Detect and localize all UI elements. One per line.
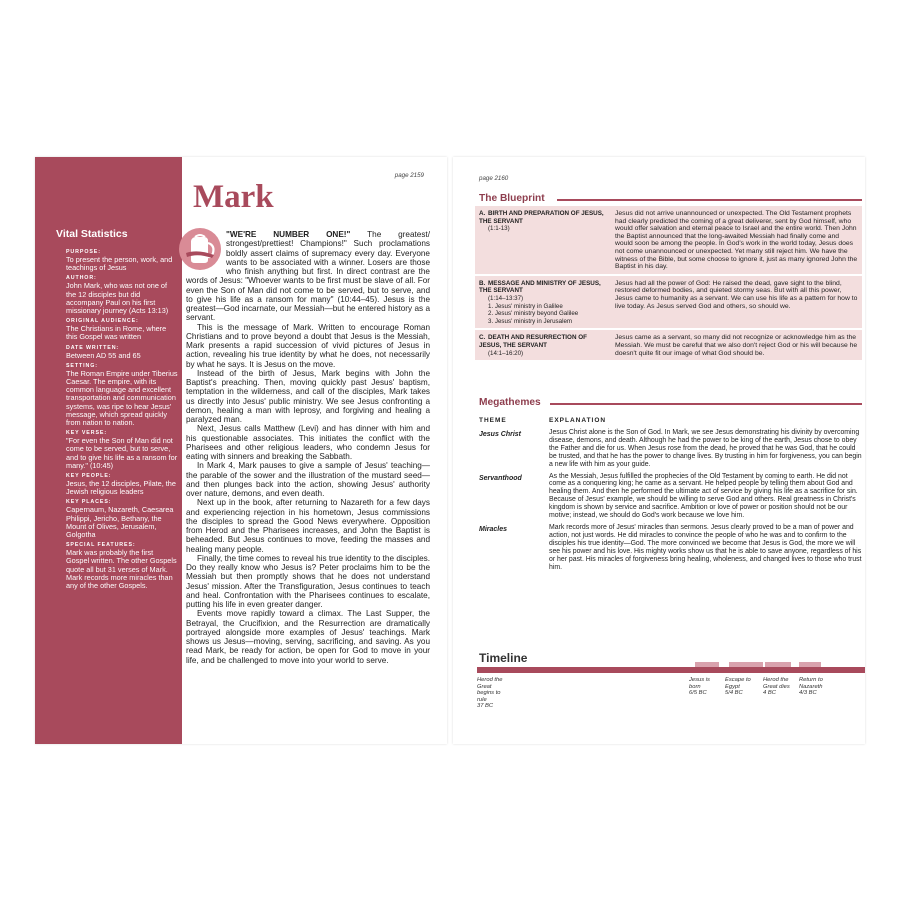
timeline-event [477,677,507,710]
megatheme-theme: Jesus Christ [479,431,522,438]
blueprint-heading-text: BIRTH AND PREPARATION OF JESUS, THE SERVANT [479,210,604,225]
blueprint-heading [479,280,607,295]
blueprint-letter: B. [479,279,486,287]
timeline-event-date: 6/5 BC [689,690,707,697]
megatheme-row [479,524,862,571]
blueprint-row [475,206,862,275]
blueprint-row [475,275,862,330]
blueprint-text: Jesus did not arrive unannounced or unexpected. The Old Testament prophets had clearly predicted the coming of a great deliverer, sent by God himself, who would offer salvation and eternal peace to Israel and the entire world. Then John the Baptist announced that the long-awaited Messiah had finally come and would soon be among the people. In God's work in the world today, Jesus does not come unannounced or unexpected. Yet many still reject him. We have the witness of the Bible, but some choose to ignore it, just as many ignored John the Baptist in his day. [615,210,858,271]
blueprint-text: Jesus came as a servant, so many did not recognize or acknowledge him as the Messiah. We must be careful that we also don't reject God or his will because he doesn't quite fit our image of what God should be. [611,329,862,360]
vital-stat-value: Mark was probably the first Gospel written. The other Gospels quote all but 31 verses of Mark. Mark records more miracles than any of the other Gospels. [66,548,177,591]
blueprint-heading-text: DEATH AND RESURRECTION OF JESUS, THE SERVANT [479,334,588,349]
megatheme-explanation: As the Messiah, Jesus fulfilled the prophecies of the Old Testament by coming to earth. He did not come as a conquering king; he came as a servant. He helped people by telling them about God and healing them. And then he performed the ultimate act of service by giving his life as a sacrifice for sin. Because of Jesus' example, we should be willing to serve God and others. Real greatness in Christ's kingdom is shown by service and sacrifice. Ambition or love of power or position should not be our motive; instead, we should do God's work because we love him. [549,472,858,520]
megatheme-theme: Miracles [479,525,508,533]
vital-stat-value: "For even the Son of Man did not come to be served, but to serve, and to give his life as a ransom for many." (10:45) [66,436,178,470]
blueprint-reference: (1:14–13:37) [488,294,524,302]
vital-statistics-list [66,246,178,590]
blueprint-subitem: 3. Jesus' ministry in Jerusalem [488,317,573,325]
vital-stat-value: Capernaum, Nazareth, Caesarea Philippi, Jericho, Bethany, the Mount of Olives, Jerusalem, Golgotha [66,505,174,540]
blueprint-reference: (1:1-13) [488,225,510,233]
timeline-event-date: 4/3 BC [799,690,817,697]
timeline-event-label: Jesus is born [689,677,710,690]
vital-stat-value: The Roman Empire under Tiberius Caesar. The empire, with its common language and excellent transportation and communication systems, was ripe to hear Jesus' message, which spread quickly from nation to nation. [66,368,178,428]
blueprint-section [475,206,611,275]
blueprint-letter: A. [479,210,486,217]
vital-stat-label: PURPOSE: [66,249,101,255]
timeline-event-date: 4 BC [763,690,776,697]
blueprint-rule [557,199,862,201]
megatheme-explanation: Jesus Christ alone is the Son of God. In Mark, we see Jesus demonstrating his divinity by overcoming disease, demons, and death. Although he had the power to be king of the earth, Jesus chose to obey the Father and die for us. When Jesus rose from the dead, he proved that he was God, that he could be trusted, and that he has the power to change lives. By trusting in him for forgiveness, you can begin a new life with him as your guide. [549,429,862,468]
blueprint-subitem: 1. Jesus' ministry in Galilee [488,302,563,310]
blueprint-letter: C. [479,334,486,342]
jar-icon [178,227,222,271]
intro-paragraph [186,230,430,323]
sidebar-title: Vital Statistics [56,228,128,240]
timeline-event-label: Herod the Great begins to rule [477,677,503,703]
timeline-event-label: Escape to Egypt [725,677,751,690]
vital-stat-value: Jesus, the 12 disciples, Pilate, the Jewish religious leaders [66,479,176,497]
timeline-bar [477,667,865,673]
intro-first-paragraph: The greatest/ strongest/prettiest! Champions!" Such proclamations boldly assert claims of supremacy every day. Everyone wants to be associated with a winner. Losers are those who finish anything but first. In direct contrast are the words of Jesus: "Whoever wants to be first must be slave of all. For even the Son of Man did not come to be served, but to serve, and to give his life as a ransom for many" (10:44–45). Jesus is the greatest—God incarnate, our Messiah—but he entered history as a servant. [186,230,430,323]
vital-stat-label: ORIGINAL AUDIENCE: [66,318,139,325]
timeline-event [799,677,831,697]
intro-paragraph: Finally, the time comes to reveal his true identity to the disciples. Do they really know who Jesus is? Peter proclaims him to be the Messiah but then promptly shows that he does not understand Jesus' mission. After the Transfiguration, Jesus continues to teach and heal. Confrontation with the Pharisees continues to escalate, putting his life in even greater danger. [186,553,430,609]
book-title: Mark [193,179,274,215]
right-page [453,157,865,744]
intro-paragraph: This is the message of Mark. Written to encourage Roman Christians and to prove beyond a doubt that Jesus is the Messiah, Mark presents a rapid succession of vivid pictures of Jesus in action, revealing his true identity by what he does, not necessarily by what he says. It is Jesus on the move. [186,322,430,369]
megatheme-explanation: Mark records more of Jesus' miracles than sermons. Jesus clearly proved to be a man of power and action, not just words. He did miracles to convince the people of who he was and to confirm to the disciples his true identity—God. The more convinced we become that Jesus is God, the more we will see his power and his love. His mighty works show us that he is able to save anyone, regardless of his or her past. His miracles of forgiveness bring healing, wholeness, and changed lives to those who trust him. [549,523,862,571]
blueprint-table [475,206,862,360]
vital-stat-label: KEY VERSE: [66,430,107,437]
megathemes-header [479,417,606,424]
megathemes-title: Megathemes [479,397,541,408]
blueprint-reference: (14:1–16:20) [488,349,524,357]
vital-stat-value: The Christians in Rome, where this Gospel was written [66,324,167,342]
blueprint-section [475,329,611,360]
intro-lead: "WE'RE NUMBER ONE!" [226,230,351,239]
timeline-event-date: 5/4 BC [725,690,743,697]
timeline-event-date: 37 BC [477,703,494,710]
explanation-column-header: EXPLANATION [549,417,607,424]
timeline-event [763,677,795,697]
vital-stat-value: Between AD 55 and 65 [66,350,141,360]
left-page [35,157,447,744]
timeline-title: Timeline [479,651,528,665]
megatheme-row [479,473,862,520]
vital-stat-value: To present the person, work, and teachings of Jesus [66,255,173,273]
blueprint-title: The Blueprint [479,193,545,204]
page-number: page 2160 [479,175,509,182]
megatheme-row [479,429,862,469]
blueprint-heading [479,210,607,225]
vital-stat-label: SPECIAL FEATURES: [66,542,136,549]
theme-column-header: THEME [479,417,507,424]
blueprint-section [475,275,611,330]
intro-paragraph: Next up in the book, after returning to Nazareth for a few days and experiencing rejection in his hometown, Jesus commissions the disciples to spread the Good News everywhere. Opposition from Herod and the Pharisees increases, and John the Baptist is beheaded. But Jesus continues to move, feeding the masses and healing many people. [186,498,430,554]
megathemes-list [479,429,862,575]
timeline-event [725,677,759,697]
intro-paragraph: Next, Jesus calls Matthew (Levi) and has dinner with him and his questionable associates. This initiates the conflict with the Pharisees and other religious leaders, who condemn Jesus for eating with sinners and breaking the Sabbath. [186,424,430,461]
timeline-event-label: Return to Nazareth [799,677,823,690]
vital-stat-label: DATE WRITTEN: [66,344,120,351]
blueprint-heading-text: MESSAGE AND MINISTRY OF JESUS, THE SERVANT [479,279,601,295]
vital-stat-label: KEY PEOPLE: [66,473,112,480]
vital-stat-value: John Mark, who was not one of the 12 disciples but did accompany Paul on his first missionary journey (Acts 13:13) [66,281,169,316]
blueprint-heading [479,334,607,349]
blueprint-text: Jesus had all the power of God: He raised the dead, gave sight to the blind, restored deformed bodies, and quieted stormy seas. But with all this power, Jesus came to humanity as a servant. We can use his life as a pattern for how to live today. As Jesus served God and others, so should we. [611,275,862,330]
vital-stat-label: AUTHOR: [66,275,97,282]
intro-text [186,230,430,665]
megathemes-rule [550,403,862,405]
intro-paragraph: In Mark 4, Mark pauses to give a sample of Jesus' teaching—the parable of the sower and the illustration of the mustard seed—and then plunges back into the action, showing Jesus' authority over nature, demons, and even death. [186,461,430,498]
intro-paragraph: Instead of the birth of Jesus, Mark begins with John the Baptist's preaching. Then, moving quickly past Jesus' baptism, temptation in the wilderness, and call of the disciples, Mark takes us directly into Jesus' public ministry. We see Jesus confronting a demon, healing a man with leprosy, and forgiving and healing a paralyzed man. [186,368,430,424]
blueprint-subitem: 2. Jesus' ministry beyond Galilee [488,310,579,318]
page-number: page 2159 [394,172,424,179]
vital-stat-label: KEY PLACES: [66,499,112,506]
intro-paragraphs [186,323,430,665]
blueprint-row [475,329,862,360]
intro-paragraph: Events move rapidly toward a climax. The Last Supper, the Betrayal, the Crucifixion, and the Resurrection are dramatically portrayed alongside more examples of Jesus' teachings. Mark shows us Jesus—moving, serving, sacrificing, and saving. As you read Mark, be ready for action, be open for God to move in your life, and be challenged to move into your world to serve. [186,609,430,665]
vital-stat-label: SETTING: [66,362,98,369]
timeline-event-label: Herod the Great dies [763,677,790,690]
timeline-event [689,677,723,697]
megatheme-theme: Servanthood [479,474,522,482]
vital-statistics-sidebar [35,157,182,744]
